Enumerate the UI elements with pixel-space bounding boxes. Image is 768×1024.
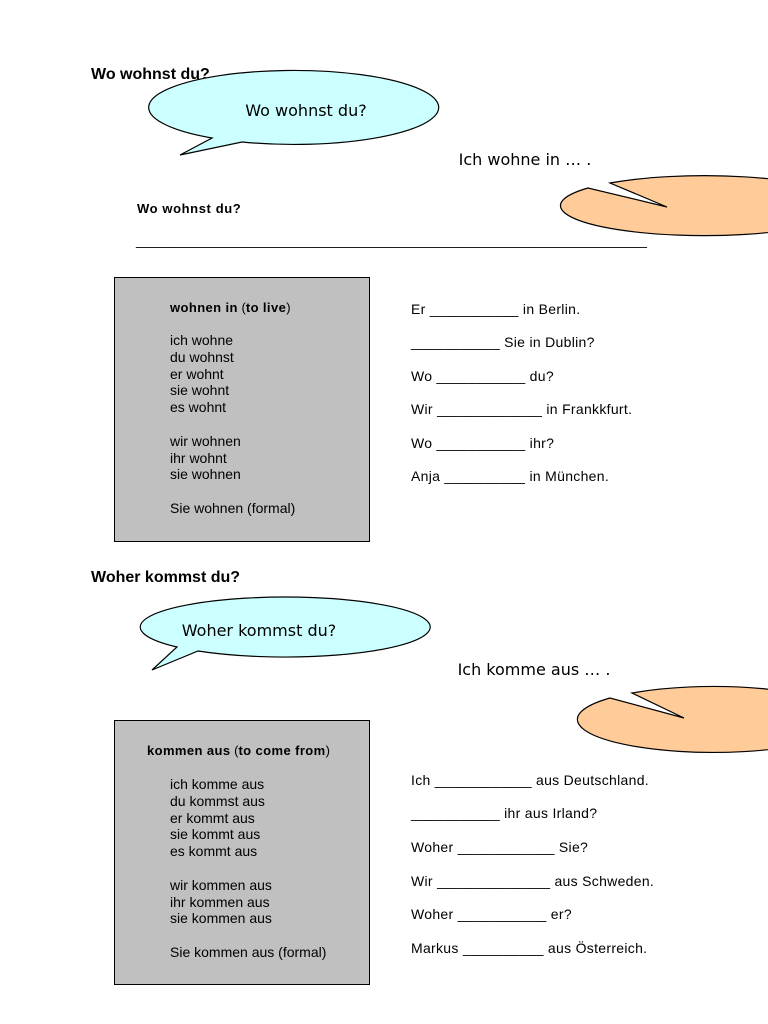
form-sie: sie wohnt [170, 382, 230, 399]
form-formal: Sie wohnen (formal) [170, 499, 296, 516]
form-ich: ich wohne [170, 332, 234, 348]
form-sie-plural: sie wohnen [170, 466, 241, 483]
form-sie-plural: sie kommen aus [170, 910, 272, 927]
exercise-2-6[interactable]: Markus __________ aus Österreich. [411, 940, 648, 956]
section2-heading: Woher kommst du? [91, 569, 241, 586]
exercise-1-5[interactable]: Wo ___________ ihr? [411, 435, 555, 451]
exercise-2-3[interactable]: Woher ____________ Sie? [411, 839, 589, 855]
conjugation-forms [170, 776, 326, 961]
meaning-open: ( [241, 300, 246, 315]
form-ich: ich komme aus [170, 776, 265, 792]
meaning-close: ) [325, 743, 330, 758]
form-es: es kommt aus [170, 843, 258, 860]
exercise-1-2[interactable]: ___________ Sie in Dublin? [411, 334, 595, 350]
exercise-2-1[interactable]: Ich ____________ aus Deutschland. [411, 772, 649, 788]
form-wir: wir kommen aus [170, 876, 272, 893]
exercise-1-6[interactable]: Anja __________ in München. [411, 468, 610, 484]
meaning-close: ) [286, 300, 291, 315]
bubble-shape [577, 686, 768, 752]
form-sie: sie kommt aus [170, 826, 261, 843]
bubble-question-text-2: Woher kommst du? [181, 621, 337, 640]
verb-label: kommen aus [147, 743, 231, 758]
form-formal: Sie kommen aus (formal) [170, 943, 327, 960]
bubble-answer-text-1: Ich wohne in … . [458, 150, 592, 169]
exercise-2-2[interactable]: ___________ ihr aus Irland? [411, 805, 598, 821]
exercise-2-4[interactable]: Wir ______________ aus Schweden. [411, 873, 655, 889]
exercise-1-1[interactable]: Er ___________ in Berlin. [411, 301, 581, 317]
verb-label: wohnen in [170, 300, 238, 315]
exercise-2-5[interactable]: Woher ___________ er? [411, 906, 572, 922]
answer-line[interactable]: ________________________________________________________________ [136, 232, 648, 248]
conjugation-table-kommen [114, 720, 370, 985]
exercise-1-4[interactable]: Wir _____________ in Frankkfurt. [411, 401, 633, 417]
form-es: es wohnt [170, 399, 227, 416]
section1-heading: Wo wohnst du? [91, 66, 210, 83]
table-title [147, 743, 330, 758]
form-er: er wohnt [170, 365, 224, 382]
exercise-1-3[interactable]: Wo ___________ du? [411, 368, 554, 384]
bubble-answer-text-2: Ich komme aus … . [457, 660, 611, 679]
meaning-open: ( [234, 743, 239, 758]
form-du: du kommst aus [170, 792, 265, 809]
form-ihr: ihr kommen aus [170, 893, 270, 910]
form-wir: wir wohnen [170, 432, 241, 449]
form-er: er kommt aus [170, 809, 255, 826]
meaning-label: to come from [238, 743, 326, 758]
form-du: du wohnst [170, 348, 234, 365]
meaning-label: to live [245, 300, 287, 315]
form-ihr: ihr wohnt [170, 449, 227, 466]
prompt-label: Wo wohnst du? [137, 201, 242, 216]
bubble-question-text-1: Wo wohnst du? [245, 101, 367, 120]
